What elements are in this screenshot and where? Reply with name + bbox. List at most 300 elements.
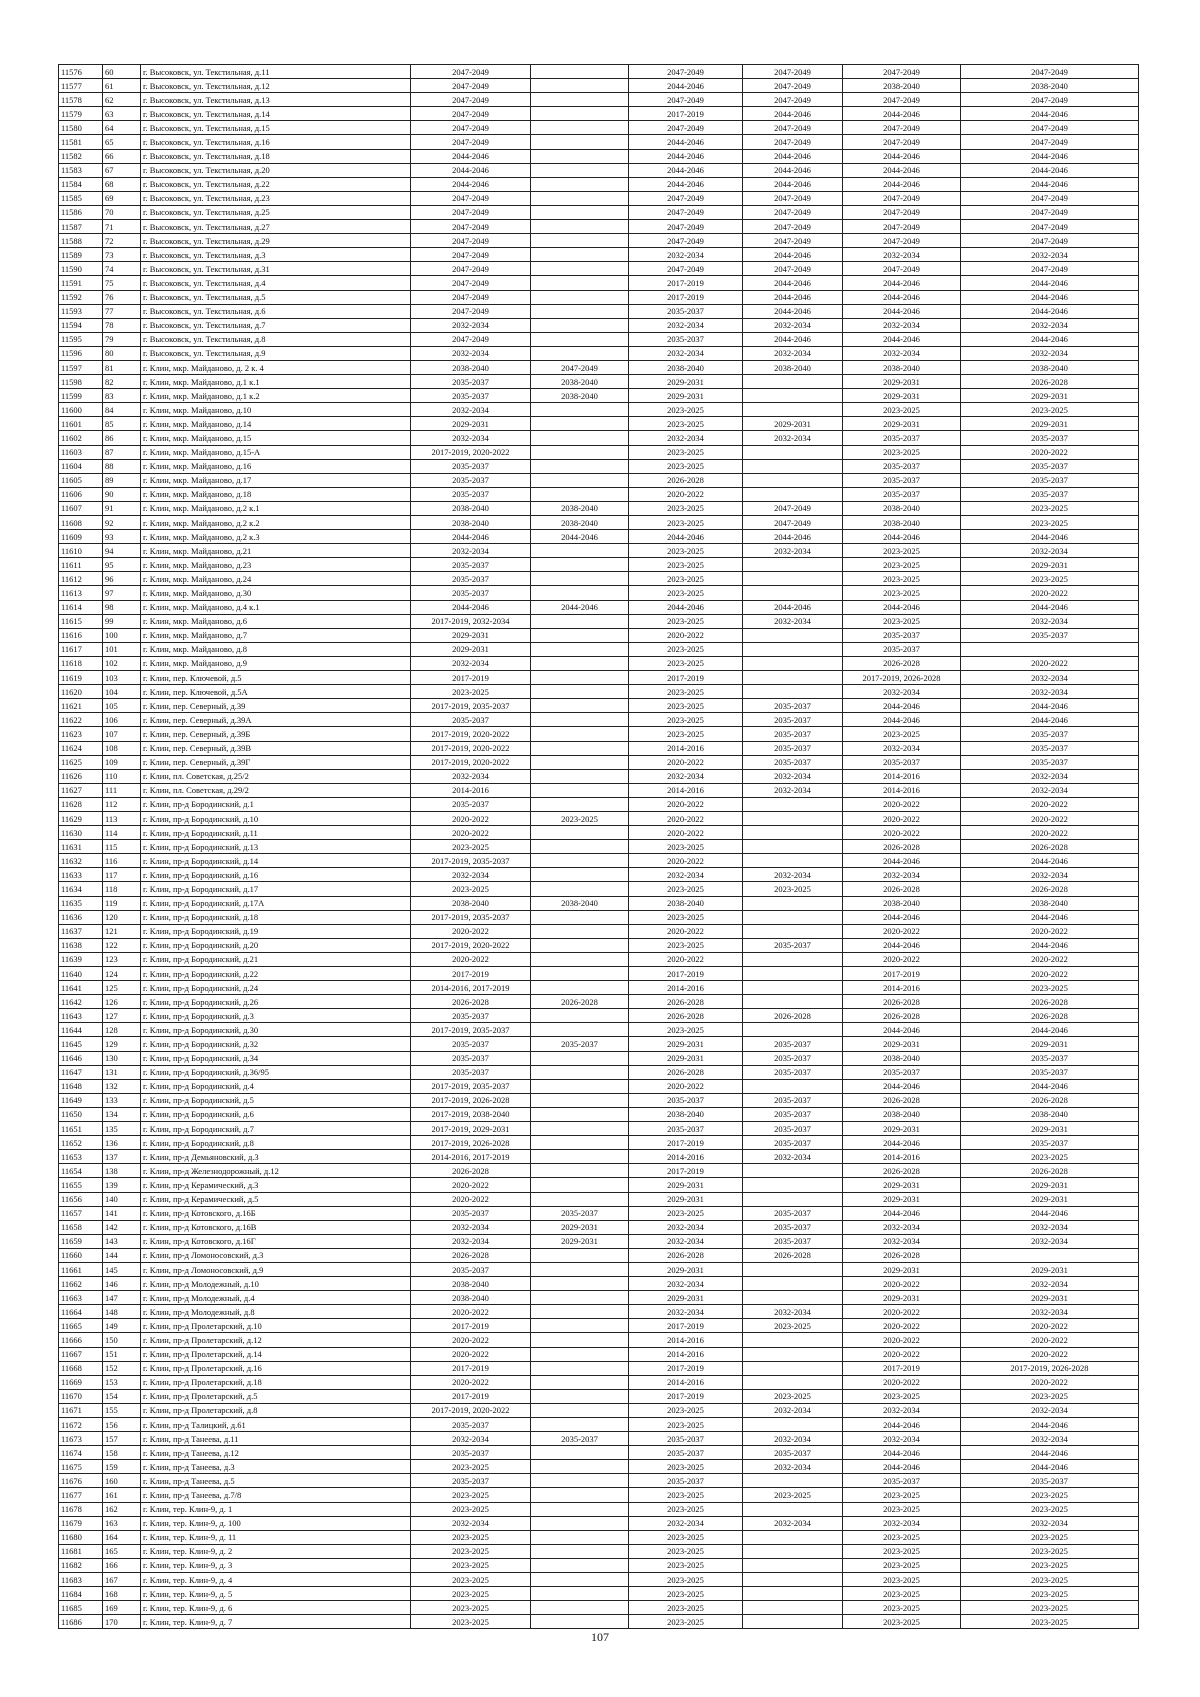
table-row	[59, 1023, 1139, 1037]
address-cell: г. Клин, пл. Советская, д.29/2	[141, 783, 411, 797]
period-cell-3: 2020-2022	[629, 797, 743, 811]
row-number-cell: 71	[103, 220, 141, 234]
period-cell-6: 2026-2028	[961, 375, 1139, 389]
row-id-cell: 11599	[59, 389, 103, 403]
period-cell-2	[531, 685, 629, 699]
period-cell-4	[743, 1347, 843, 1361]
period-cell-1: 2020-2022	[411, 1305, 531, 1319]
period-cell-5: 2020-2022	[843, 1319, 961, 1333]
period-cell-5: 2026-2028	[843, 995, 961, 1009]
period-cell-1: 2032-2034	[411, 769, 531, 783]
period-cell-2	[531, 445, 629, 459]
period-cell-1: 2035-2037	[411, 459, 531, 473]
period-cell-1: 2014-2016, 2017-2019	[411, 1150, 531, 1164]
period-cell-1: 2047-2049	[411, 290, 531, 304]
row-number-cell: 111	[103, 783, 141, 797]
period-cell-3: 2029-2031	[629, 1037, 743, 1051]
period-cell-4: 2026-2028	[743, 1248, 843, 1262]
period-cell-5: 2038-2040	[843, 1051, 961, 1065]
period-cell-4	[743, 826, 843, 840]
period-cell-5: 2032-2034	[843, 1403, 961, 1417]
period-cell-5: 2029-2031	[843, 417, 961, 431]
period-cell-6: 2044-2046	[961, 910, 1139, 924]
address-cell: г. Клин, мкр. Майданово, д.17	[141, 473, 411, 487]
period-cell-3: 2044-2046	[629, 530, 743, 544]
period-cell-2: 2047-2049	[531, 360, 629, 374]
period-cell-4	[743, 1192, 843, 1206]
period-cell-2	[531, 1122, 629, 1136]
period-cell-6: 2023-2025	[961, 516, 1139, 530]
period-cell-1: 2047-2049	[411, 248, 531, 262]
period-cell-4: 2047-2049	[743, 65, 843, 79]
row-id-cell: 11627	[59, 783, 103, 797]
period-cell-3: 2047-2049	[629, 93, 743, 107]
period-cell-2: 2035-2037	[531, 1432, 629, 1446]
row-id-cell: 11611	[59, 558, 103, 572]
period-cell-5: 2029-2031	[843, 1262, 961, 1276]
period-cell-5: 2044-2046	[843, 1136, 961, 1150]
period-cell-5: 2020-2022	[843, 1305, 961, 1319]
address-cell: г. Клин, мкр. Майданово, д.24	[141, 572, 411, 586]
period-cell-1: 2017-2019	[411, 1319, 531, 1333]
period-cell-2	[531, 1516, 629, 1530]
period-cell-3: 2044-2046	[629, 600, 743, 614]
period-cell-1: 2035-2037	[411, 1262, 531, 1276]
period-cell-2	[531, 107, 629, 121]
address-cell: г. Клин, пр-д Бородинский, д.17А	[141, 896, 411, 910]
period-cell-4: 2032-2034	[743, 346, 843, 360]
row-id-cell: 11601	[59, 417, 103, 431]
row-id-cell: 11624	[59, 741, 103, 755]
address-cell: г. Клин, тер. Клин-9, д. 4	[141, 1573, 411, 1587]
period-cell-5: 2014-2016	[843, 769, 961, 783]
table-row	[59, 544, 1139, 558]
table-row	[59, 783, 1139, 797]
row-id-cell: 11576	[59, 65, 103, 79]
row-id-cell: 11663	[59, 1291, 103, 1305]
period-cell-2	[531, 1023, 629, 1037]
period-cell-4: 2032-2034	[743, 1403, 843, 1417]
period-cell-2	[531, 572, 629, 586]
address-cell: г. Клин, пр-д Бородинский, д.21	[141, 952, 411, 966]
table-row	[59, 741, 1139, 755]
period-cell-5: 2020-2022	[843, 1375, 961, 1389]
period-cell-6: 2047-2049	[961, 93, 1139, 107]
period-cell-5: 2032-2034	[843, 1516, 961, 1530]
row-number-cell: 73	[103, 248, 141, 262]
table-row	[59, 318, 1139, 332]
period-cell-6: 2023-2025	[961, 1558, 1139, 1572]
address-cell: г. Клин, пр-д Пролетарский, д.16	[141, 1361, 411, 1375]
period-cell-5: 2020-2022	[843, 952, 961, 966]
period-cell-1: 2038-2040	[411, 1277, 531, 1291]
period-cell-4	[743, 797, 843, 811]
row-number-cell: 81	[103, 360, 141, 374]
period-cell-5: 2044-2046	[843, 149, 961, 163]
table-row	[59, 1065, 1139, 1079]
period-cell-2	[531, 1065, 629, 1079]
period-cell-6: 2032-2034	[961, 544, 1139, 558]
row-number-cell: 68	[103, 177, 141, 191]
table-row	[59, 797, 1139, 811]
period-cell-2	[531, 910, 629, 924]
address-cell: г. Клин, пр-д Бородинский, д.30	[141, 1023, 411, 1037]
table-row	[59, 1234, 1139, 1248]
period-cell-5: 2032-2034	[843, 346, 961, 360]
address-cell: г. Клин, пр-д Пролетарский, д.12	[141, 1333, 411, 1347]
period-cell-6: 2035-2037	[961, 1474, 1139, 1488]
period-cell-3: 2032-2034	[629, 1220, 743, 1234]
table-row	[59, 656, 1139, 670]
period-cell-4	[743, 1530, 843, 1544]
period-cell-5: 2023-2025	[843, 586, 961, 600]
period-cell-4	[743, 924, 843, 938]
period-cell-5: 2035-2037	[843, 431, 961, 445]
address-cell: г. Высоковск, ул. Текстильная, д.8	[141, 332, 411, 346]
table-row	[59, 1220, 1139, 1234]
period-cell-4: 2047-2049	[743, 93, 843, 107]
row-number-cell: 148	[103, 1305, 141, 1319]
period-cell-5: 2044-2046	[843, 600, 961, 614]
period-cell-2	[531, 248, 629, 262]
period-cell-1: 2047-2049	[411, 332, 531, 346]
period-cell-5: 2044-2046	[843, 713, 961, 727]
period-cell-2: 2035-2037	[531, 1206, 629, 1220]
period-cell-6: 2023-2025	[961, 1150, 1139, 1164]
period-cell-1: 2035-2037	[411, 713, 531, 727]
address-cell: г. Клин, пр-д Котовского, д.16Г	[141, 1234, 411, 1248]
row-id-cell: 11661	[59, 1262, 103, 1276]
period-cell-1: 2023-2025	[411, 1460, 531, 1474]
address-cell: г. Клин, тер. Клин-9, д. 1	[141, 1502, 411, 1516]
period-cell-2	[531, 149, 629, 163]
period-cell-5: 2023-2025	[843, 403, 961, 417]
period-cell-4	[743, 1587, 843, 1601]
period-cell-3: 2035-2037	[629, 304, 743, 318]
period-cell-4: 2035-2037	[743, 755, 843, 769]
address-cell: г. Клин, мкр. Майданово, д.18	[141, 487, 411, 501]
row-id-cell: 11677	[59, 1488, 103, 1502]
address-cell: г. Клин, пр-д Бородинский, д.11	[141, 826, 411, 840]
period-cell-3: 2029-2031	[629, 1192, 743, 1206]
table-row	[59, 1192, 1139, 1206]
row-id-cell: 11645	[59, 1037, 103, 1051]
table-row	[59, 459, 1139, 473]
period-cell-1: 2044-2046	[411, 149, 531, 163]
period-cell-3: 2014-2016	[629, 741, 743, 755]
row-id-cell: 11667	[59, 1347, 103, 1361]
row-id-cell: 11580	[59, 121, 103, 135]
row-number-cell: 79	[103, 332, 141, 346]
period-cell-1: 2017-2019, 2032-2034	[411, 614, 531, 628]
table-row	[59, 262, 1139, 276]
period-cell-6: 2020-2022	[961, 1375, 1139, 1389]
period-cell-3: 2020-2022	[629, 854, 743, 868]
table-row	[59, 952, 1139, 966]
period-cell-2	[531, 1389, 629, 1403]
table-row	[59, 149, 1139, 163]
row-number-cell: 155	[103, 1403, 141, 1417]
period-cell-6: 2038-2040	[961, 1107, 1139, 1121]
period-cell-1: 2017-2019, 2038-2040	[411, 1107, 531, 1121]
table-row	[59, 1305, 1139, 1319]
row-id-cell: 11608	[59, 516, 103, 530]
period-cell-2	[531, 93, 629, 107]
period-cell-5: 2044-2046	[843, 163, 961, 177]
period-cell-1: 2020-2022	[411, 1333, 531, 1347]
address-cell: г. Клин, пр-д Бородинский, д.13	[141, 840, 411, 854]
row-id-cell: 11655	[59, 1178, 103, 1192]
period-cell-4: 2047-2049	[743, 121, 843, 135]
table-row	[59, 685, 1139, 699]
row-number-cell: 164	[103, 1530, 141, 1544]
row-id-cell: 11679	[59, 1516, 103, 1530]
row-id-cell: 11594	[59, 318, 103, 332]
row-id-cell: 11604	[59, 459, 103, 473]
period-cell-3: 2017-2019	[629, 1136, 743, 1150]
address-cell: г. Клин, мкр. Майданово, д.2 к.1	[141, 501, 411, 515]
table-row	[59, 1333, 1139, 1347]
period-cell-2	[531, 1474, 629, 1488]
period-cell-5: 2023-2025	[843, 558, 961, 572]
table-row	[59, 1530, 1139, 1544]
period-cell-6: 2044-2046	[961, 854, 1139, 868]
period-cell-5: 2014-2016	[843, 783, 961, 797]
row-number-cell: 170	[103, 1615, 141, 1629]
period-cell-6: 2035-2037	[961, 1065, 1139, 1079]
row-id-cell: 11583	[59, 163, 103, 177]
period-cell-1: 2038-2040	[411, 1291, 531, 1305]
table-row	[59, 938, 1139, 952]
row-number-cell: 154	[103, 1389, 141, 1403]
address-cell: г. Клин, пр-д Пролетарский, д.14	[141, 1347, 411, 1361]
address-cell: г. Клин, мкр. Майданово, д.15	[141, 431, 411, 445]
period-cell-2	[531, 304, 629, 318]
period-cell-1: 2017-2019	[411, 1361, 531, 1375]
period-cell-3: 2023-2025	[629, 642, 743, 656]
address-cell: г. Высоковск, ул. Текстильная, д.27	[141, 220, 411, 234]
row-number-cell: 89	[103, 473, 141, 487]
table-row	[59, 981, 1139, 995]
period-cell-1: 2017-2019, 2035-2037	[411, 910, 531, 924]
period-cell-4	[743, 459, 843, 473]
address-cell: г. Клин, мкр. Майданово, д.2 к.2	[141, 516, 411, 530]
address-cell: г. Клин, пр-д Бородинский, д.34	[141, 1051, 411, 1065]
row-number-cell: 99	[103, 614, 141, 628]
period-cell-2	[531, 1248, 629, 1262]
period-cell-6	[961, 642, 1139, 656]
period-cell-3: 2023-2025	[629, 685, 743, 699]
period-cell-4: 2032-2034	[743, 1432, 843, 1446]
period-cell-6: 2032-2034	[961, 248, 1139, 262]
period-cell-3: 2035-2037	[629, 1122, 743, 1136]
row-number-cell: 163	[103, 1516, 141, 1530]
period-cell-6: 2029-2031	[961, 389, 1139, 403]
period-cell-1: 2017-2019, 2026-2028	[411, 1093, 531, 1107]
period-cell-6: 2032-2034	[961, 318, 1139, 332]
table-row	[59, 516, 1139, 530]
address-cell: г. Клин, мкр. Майданово, д.10	[141, 403, 411, 417]
period-cell-3: 2032-2034	[629, 769, 743, 783]
table-row	[59, 360, 1139, 374]
row-number-cell: 150	[103, 1333, 141, 1347]
period-cell-3: 2038-2040	[629, 360, 743, 374]
period-cell-6: 2017-2019, 2026-2028	[961, 1361, 1139, 1375]
table-row	[59, 600, 1139, 614]
address-cell: г. Клин, мкр. Майданово, д.23	[141, 558, 411, 572]
period-cell-1: 2035-2037	[411, 1009, 531, 1023]
period-cell-1: 2023-2025	[411, 882, 531, 896]
period-cell-1: 2035-2037	[411, 375, 531, 389]
period-cell-3: 2023-2025	[629, 713, 743, 727]
address-cell: г. Клин, пр-д Пролетарский, д.5	[141, 1389, 411, 1403]
period-cell-1: 2020-2022	[411, 1375, 531, 1389]
row-id-cell: 11600	[59, 403, 103, 417]
table-row	[59, 177, 1139, 191]
period-cell-2	[531, 1093, 629, 1107]
period-cell-2	[531, 163, 629, 177]
period-cell-1: 2035-2037	[411, 1051, 531, 1065]
row-number-cell: 133	[103, 1093, 141, 1107]
period-cell-2	[531, 1333, 629, 1347]
period-cell-4: 2023-2025	[743, 1319, 843, 1333]
table-row	[59, 332, 1139, 346]
period-cell-1: 2044-2046	[411, 177, 531, 191]
table-row	[59, 1037, 1139, 1051]
period-cell-6: 2032-2034	[961, 868, 1139, 882]
row-id-cell: 11675	[59, 1460, 103, 1474]
row-id-cell: 11615	[59, 614, 103, 628]
period-cell-3: 2017-2019	[629, 1361, 743, 1375]
period-cell-1: 2017-2019, 2020-2022	[411, 727, 531, 741]
period-cell-3: 2014-2016	[629, 1375, 743, 1389]
period-cell-4	[743, 896, 843, 910]
address-cell: г. Клин, тер. Клин-9, д. 3	[141, 1558, 411, 1572]
row-number-cell: 138	[103, 1164, 141, 1178]
period-cell-1: 2023-2025	[411, 1573, 531, 1587]
table-row	[59, 769, 1139, 783]
period-cell-1: 2017-2019, 2020-2022	[411, 445, 531, 459]
address-cell: г. Клин, пр-д Бородинский, д.1	[141, 797, 411, 811]
period-cell-5: 2023-2025	[843, 1558, 961, 1572]
period-cell-3: 2044-2046	[629, 135, 743, 149]
row-id-cell: 11674	[59, 1446, 103, 1460]
period-cell-6: 2044-2046	[961, 713, 1139, 727]
period-cell-2	[531, 713, 629, 727]
period-cell-6: 2035-2037	[961, 741, 1139, 755]
period-cell-6: 2044-2046	[961, 107, 1139, 121]
period-cell-6: 2038-2040	[961, 896, 1139, 910]
period-cell-2: 2035-2037	[531, 1037, 629, 1051]
period-cell-5: 2044-2046	[843, 290, 961, 304]
row-id-cell: 11659	[59, 1234, 103, 1248]
period-cell-4	[743, 1164, 843, 1178]
period-cell-5: 2038-2040	[843, 501, 961, 515]
period-cell-2	[531, 1375, 629, 1389]
period-cell-2	[531, 741, 629, 755]
period-cell-4	[743, 1023, 843, 1037]
period-cell-4: 2032-2034	[743, 431, 843, 445]
period-cell-1: 2017-2019, 2035-2037	[411, 699, 531, 713]
period-cell-6: 2032-2034	[961, 346, 1139, 360]
row-number-cell: 100	[103, 628, 141, 642]
period-cell-3: 2017-2019	[629, 671, 743, 685]
period-cell-1: 2035-2037	[411, 1474, 531, 1488]
address-cell: г. Клин, пр-д Молодежный, д.8	[141, 1305, 411, 1319]
period-cell-1: 2047-2049	[411, 135, 531, 149]
row-id-cell: 11670	[59, 1389, 103, 1403]
address-cell: г. Клин, пер. Северный, д.39В	[141, 741, 411, 755]
row-number-cell: 152	[103, 1361, 141, 1375]
address-cell: г. Высоковск, ул. Текстильная, д.5	[141, 290, 411, 304]
period-cell-5: 2032-2034	[843, 318, 961, 332]
period-cell-5: 2023-2025	[843, 1488, 961, 1502]
period-cell-4: 2023-2025	[743, 882, 843, 896]
address-cell: г. Клин, пр-д Бородинский, д.3	[141, 1009, 411, 1023]
period-cell-5: 2047-2049	[843, 65, 961, 79]
period-cell-5: 2038-2040	[843, 360, 961, 374]
table-row	[59, 840, 1139, 854]
period-cell-2	[531, 1558, 629, 1572]
period-cell-4	[743, 1178, 843, 1192]
period-cell-4	[743, 910, 843, 924]
table-row	[59, 205, 1139, 219]
period-cell-6: 2020-2022	[961, 1333, 1139, 1347]
period-cell-5: 2014-2016	[843, 981, 961, 995]
period-cell-6: 2020-2022	[961, 952, 1139, 966]
period-cell-3: 2032-2034	[629, 1516, 743, 1530]
period-cell-3: 2020-2022	[629, 924, 743, 938]
period-cell-2	[531, 332, 629, 346]
row-number-cell: 86	[103, 431, 141, 445]
address-cell: г. Клин, пр-д Танеева, д.11	[141, 1432, 411, 1446]
row-id-cell: 11629	[59, 811, 103, 825]
period-cell-6: 2023-2025	[961, 1502, 1139, 1516]
row-id-cell: 11630	[59, 826, 103, 840]
period-cell-3: 2017-2019	[629, 107, 743, 121]
address-cell: г. Клин, пер. Ключевой, д.5	[141, 671, 411, 685]
address-cell: г. Клин, пр-д Котовского, д.16Б	[141, 1206, 411, 1220]
period-cell-2	[531, 1347, 629, 1361]
address-cell: г. Клин, пр-д Бородинский, д.6	[141, 1107, 411, 1121]
row-id-cell: 11592	[59, 290, 103, 304]
row-id-cell: 11684	[59, 1587, 103, 1601]
row-number-cell: 162	[103, 1502, 141, 1516]
period-cell-6: 2047-2049	[961, 135, 1139, 149]
row-id-cell: 11620	[59, 685, 103, 699]
period-cell-3: 2020-2022	[629, 1079, 743, 1093]
period-cell-3: 2023-2025	[629, 1530, 743, 1544]
period-cell-3: 2020-2022	[629, 487, 743, 501]
period-cell-1: 2032-2034	[411, 403, 531, 417]
address-cell: г. Клин, мкр. Майданово, д.8	[141, 642, 411, 656]
period-cell-5: 2044-2046	[843, 1079, 961, 1093]
address-cell: г. Клин, пр-д Бородинский, д.16	[141, 868, 411, 882]
period-cell-3: 2026-2028	[629, 1009, 743, 1023]
period-cell-6: 2026-2028	[961, 882, 1139, 896]
row-number-cell: 142	[103, 1220, 141, 1234]
period-cell-4: 2035-2037	[743, 1122, 843, 1136]
period-cell-2: 2038-2040	[531, 375, 629, 389]
period-cell-4	[743, 389, 843, 403]
period-cell-2	[531, 826, 629, 840]
period-cell-5: 2044-2046	[843, 1206, 961, 1220]
period-cell-5: 2023-2025	[843, 1601, 961, 1615]
period-cell-4	[743, 1361, 843, 1375]
row-number-cell: 78	[103, 318, 141, 332]
period-cell-2	[531, 135, 629, 149]
period-cell-5: 2020-2022	[843, 1347, 961, 1361]
